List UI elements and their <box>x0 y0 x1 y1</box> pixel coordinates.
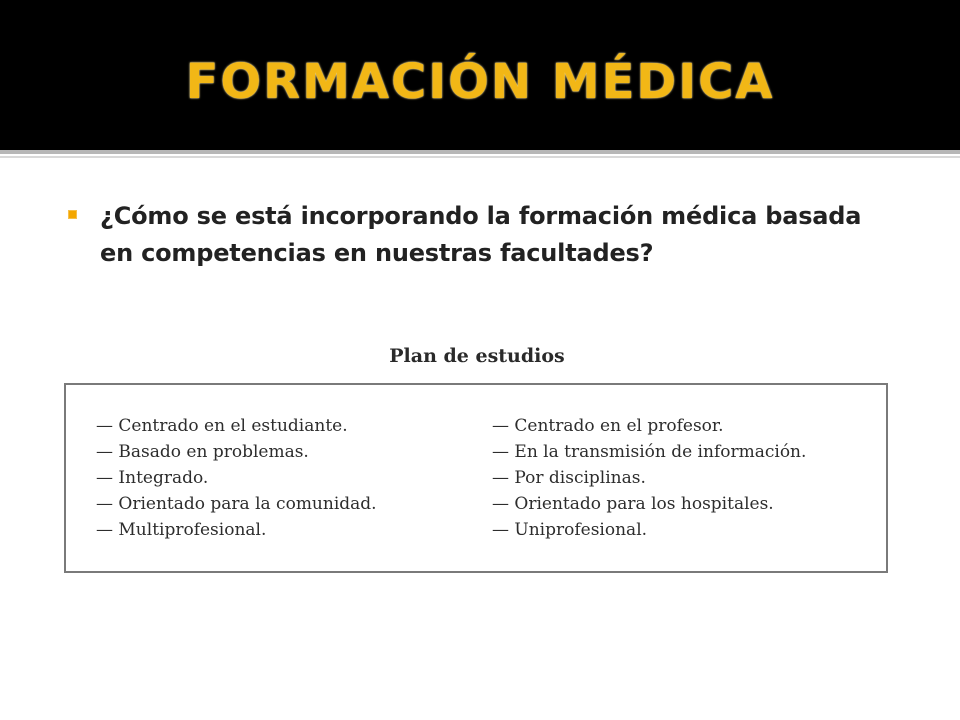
title-underline-primary <box>0 150 960 154</box>
left-column-item: — Centrado en el estudiante. <box>96 416 348 436</box>
right-column-item: — Centrado en el profesor. <box>492 416 724 436</box>
right-column-item: — Uniprofesional. <box>492 520 648 540</box>
left-column-item: — Integrado. <box>96 468 209 488</box>
left-column <box>96 413 476 543</box>
comparison-table <box>64 383 888 573</box>
left-column-item: — Orientado para la comunidad. <box>96 494 377 514</box>
right-column <box>492 413 872 543</box>
bullet-square-icon <box>68 210 77 219</box>
left-column-item: — Basado en problemas. <box>96 442 309 462</box>
right-column-item: — En la transmisión de información. <box>492 442 807 462</box>
left-column-item: — Multiprofesional. <box>96 520 267 540</box>
slide-title: FORMACIÓN MÉDICA <box>185 54 775 110</box>
right-column-item: — Por disciplinas. <box>492 468 646 488</box>
table-caption: Plan de estudios <box>389 345 565 367</box>
right-column-item: — Orientado para los hospitales. <box>492 494 774 514</box>
title-underline-secondary <box>0 156 960 158</box>
bullet-text: ¿Cómo se está incorporando la formación médica basada en competencias en nuestras facultades? <box>100 202 862 267</box>
bullet-point <box>68 198 898 288</box>
